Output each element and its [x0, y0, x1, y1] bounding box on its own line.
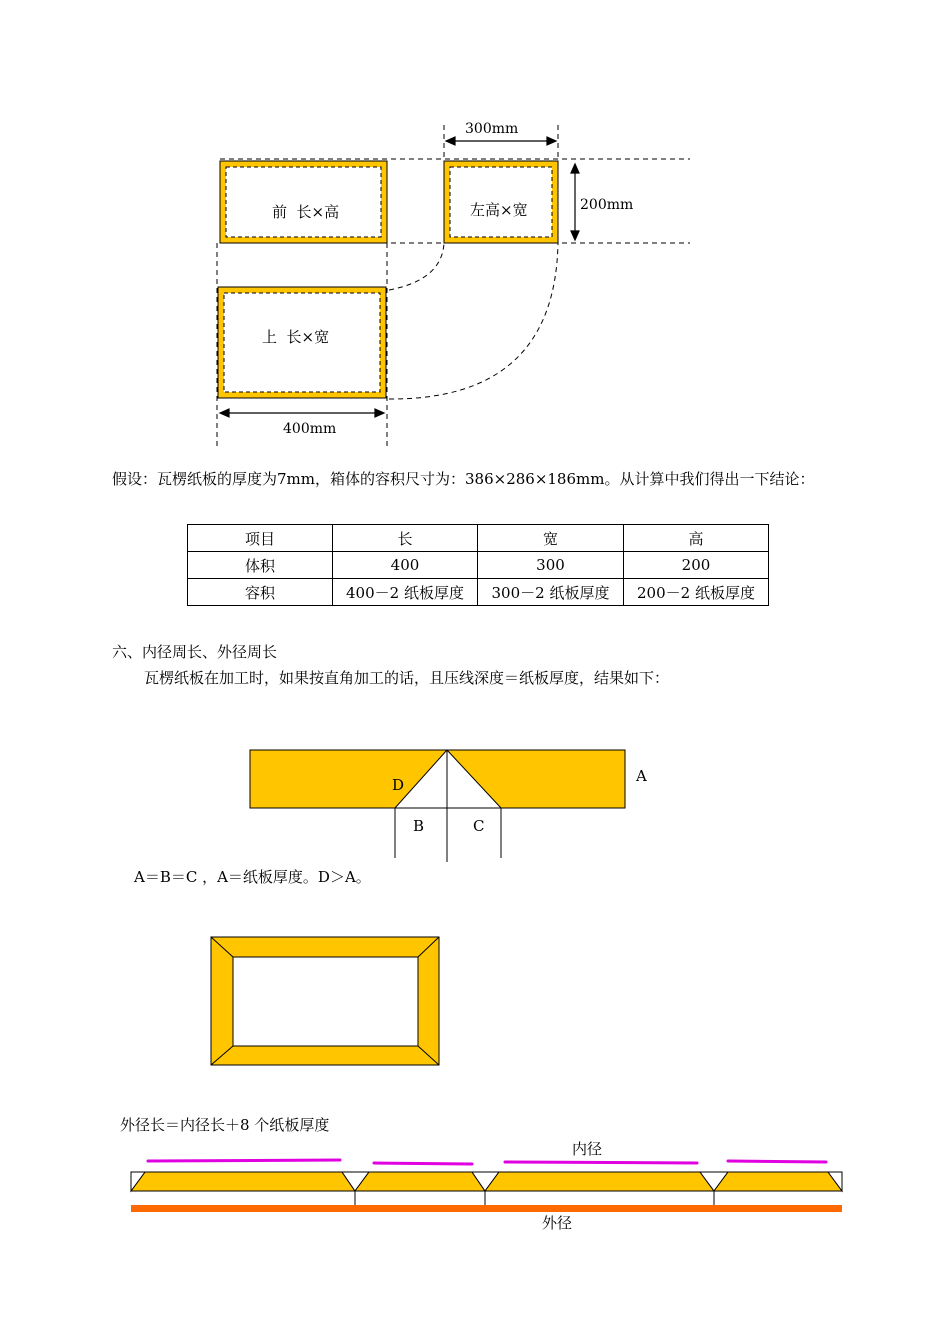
label-d: D [392, 776, 405, 794]
outer-label: 外径 [542, 1214, 573, 1232]
table-header-cell: 宽 [478, 525, 624, 552]
fold-arc-inner [389, 243, 444, 290]
board-strip [250, 750, 447, 808]
width-dimension-label: 300mm [465, 121, 519, 137]
table-cell: 200－2 纸板厚度 [624, 579, 769, 606]
table-cell: 300 [478, 552, 624, 579]
formula-text: 外径长＝内径长＋8 个纸板厚度 [120, 1116, 330, 1134]
box-panel-diagram [0, 0, 950, 460]
label-b: B [413, 817, 425, 835]
section-paragraph: 瓦楞纸板在加工时，如果按直角加工的话，且压线深度＝纸板厚度，结果如下： [144, 669, 670, 687]
fold-notch-diagram [0, 740, 950, 865]
inner-opening [233, 957, 418, 1046]
inner-length-line [728, 1161, 826, 1162]
table-cell: 400－2 纸板厚度 [333, 579, 478, 606]
top-panel-label: 上 长×宽 [262, 328, 330, 346]
table-cell: 200 [624, 552, 769, 579]
perimeter-diagram [120, 1140, 850, 1240]
board-segment [714, 1172, 842, 1191]
front-panel-label: 前 长×高 [272, 203, 340, 221]
inner-label: 内径 [572, 1140, 603, 1158]
box-frame-diagram [205, 930, 450, 1070]
left-panel-label: 左高×宽 [470, 201, 528, 219]
section-heading: 六、内径周长、外径周长 [112, 643, 278, 661]
board-segment [485, 1172, 714, 1191]
length-dimension-label: 400mm [283, 421, 337, 437]
table-cell: 体积 [188, 552, 333, 579]
board-strip [447, 750, 625, 808]
board-segment [131, 1172, 355, 1191]
table-header-row [188, 525, 769, 552]
equation-text: A＝B＝C ，A＝纸板厚度。D＞A。 [134, 868, 371, 886]
outer-length-line [131, 1205, 842, 1212]
table-cell: 容积 [188, 579, 333, 606]
inner-length-line [148, 1160, 340, 1161]
table-row [188, 579, 769, 606]
front-panel-inner [226, 167, 381, 237]
board-segment [355, 1172, 485, 1191]
table-header-cell: 长 [333, 525, 478, 552]
label-a: A [636, 767, 647, 785]
table-cell: 400 [333, 552, 478, 579]
table-header-cell: 高 [624, 525, 769, 552]
inner-length-line [505, 1162, 697, 1163]
dimension-table [187, 524, 769, 606]
assumption-text: 假设：瓦楞纸板的厚度为7mm，箱体的容积尺寸为：386×286×186mm。从计算中我们得出一下结论： [112, 470, 815, 488]
label-c: C [473, 817, 485, 835]
fold-arc-outer [389, 243, 558, 399]
table-cell: 300－2 纸板厚度 [478, 579, 624, 606]
table-row [188, 552, 769, 579]
height-dimension-label: 200mm [580, 197, 634, 213]
table-header-cell: 项目 [188, 525, 333, 552]
inner-length-line [374, 1163, 472, 1164]
